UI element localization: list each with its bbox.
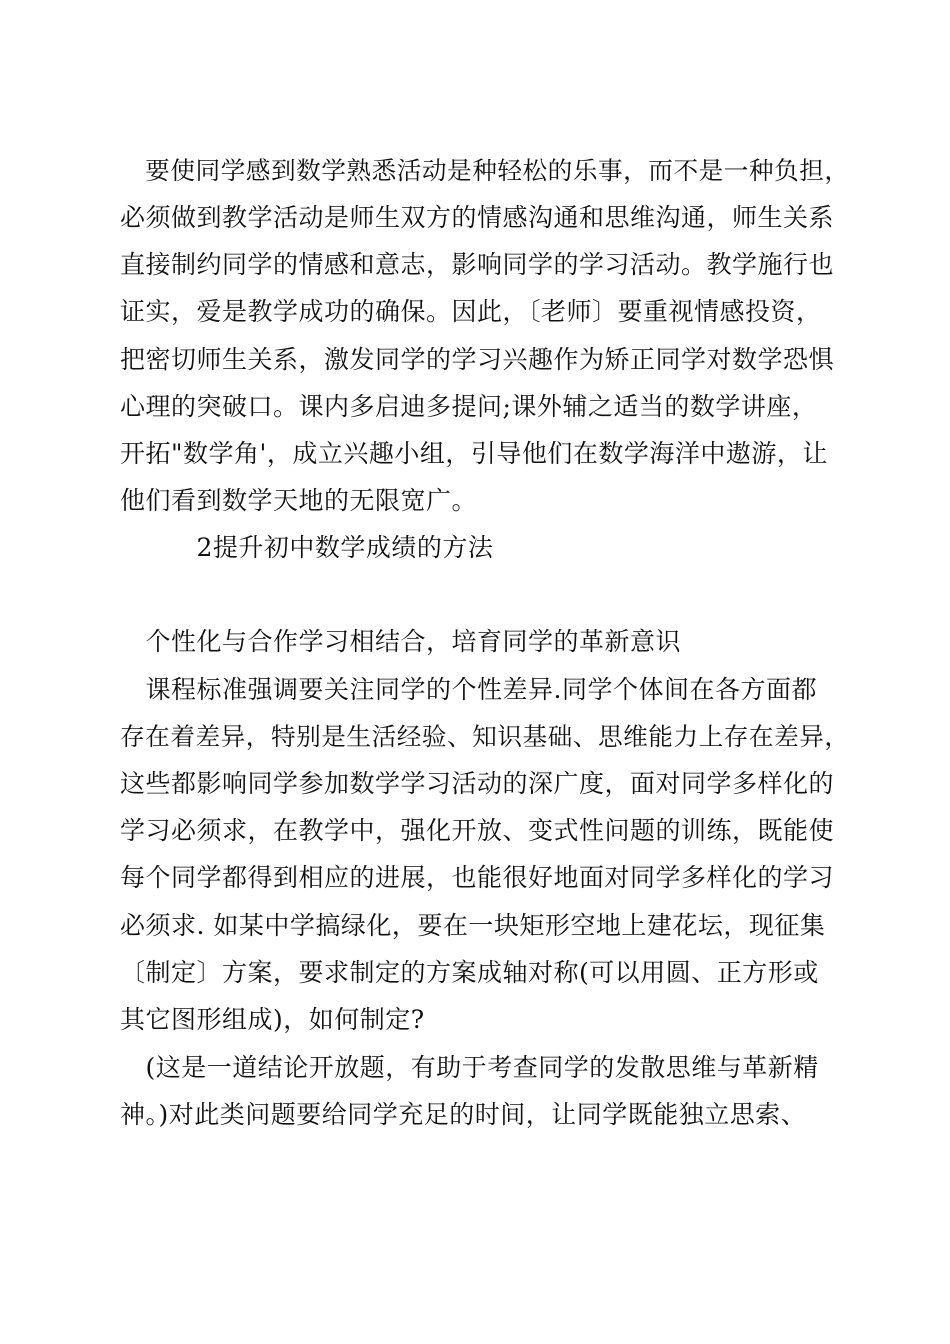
text-line: 必须求. 如某中学搞绿化，要在一块矩形空地上建花坛，现征集: [120, 911, 826, 940]
text-line: 这些都影响同学参加数学学习活动的深广度，面对同学多样化的: [120, 769, 835, 798]
text-line: 存在着差异，特别是生活经验、知识基础、思维能力上存在差异，: [120, 722, 850, 751]
text-line: 必须做到教学活动是师生双方的情感沟通和思维沟通，师生关系: [120, 203, 835, 232]
section-heading: 2提升初中数学成绩的方法: [120, 533, 494, 562]
text-line: 课程标准强调要关注同学的个性差异.同学个体间在各方面都: [120, 675, 817, 704]
text-line: 学习必须求，在教学中，强化开放、变式性问题的训练，既能使: [120, 816, 835, 845]
text-line: 他们看到数学天地的无限宽广。: [120, 486, 478, 515]
text-line: 把密切师生关系，激发同学的学习兴趣作为矫正同学对数学恐惧: [120, 345, 835, 374]
text-line: 直接制约同学的情感和意志，影响同学的学习活动。教学施行也: [120, 250, 835, 279]
text-line: 心理的突破口。课内多启迪多提问;课外辅之适当的数学讲座，: [120, 392, 818, 421]
text-line: 开拓"数学角'，成立兴趣小组，引导他们在数学海洋中遨游，让: [120, 439, 828, 468]
text-line: 神。)对此类问题要给同学充足的时间，让同学既能独立思索、: [120, 1100, 807, 1129]
text-line: 其它图形组成)，如何制定?: [120, 1005, 425, 1034]
text-line: 要使同学感到数学熟悉活动是种轻松的乐事，而不是一种负担，: [120, 156, 850, 185]
text-line: 每个同学都得到相应的进展，也能很好地面对同学多样化的学习: [120, 863, 835, 892]
text-line: (这是一道结论开放题，有助于考查同学的发散思维与革新精: [120, 1053, 819, 1082]
subsection-heading: 个性化与合作学习相结合，培育同学的革新意识: [120, 627, 682, 656]
text-line: 〔制定〕方案，要求制定的方案成轴对称(可以用圆、正方形或: [120, 958, 819, 987]
text-line: 证实，爱是教学成功的确保。因此，〔老师〕要重视情感投资，: [120, 297, 822, 326]
